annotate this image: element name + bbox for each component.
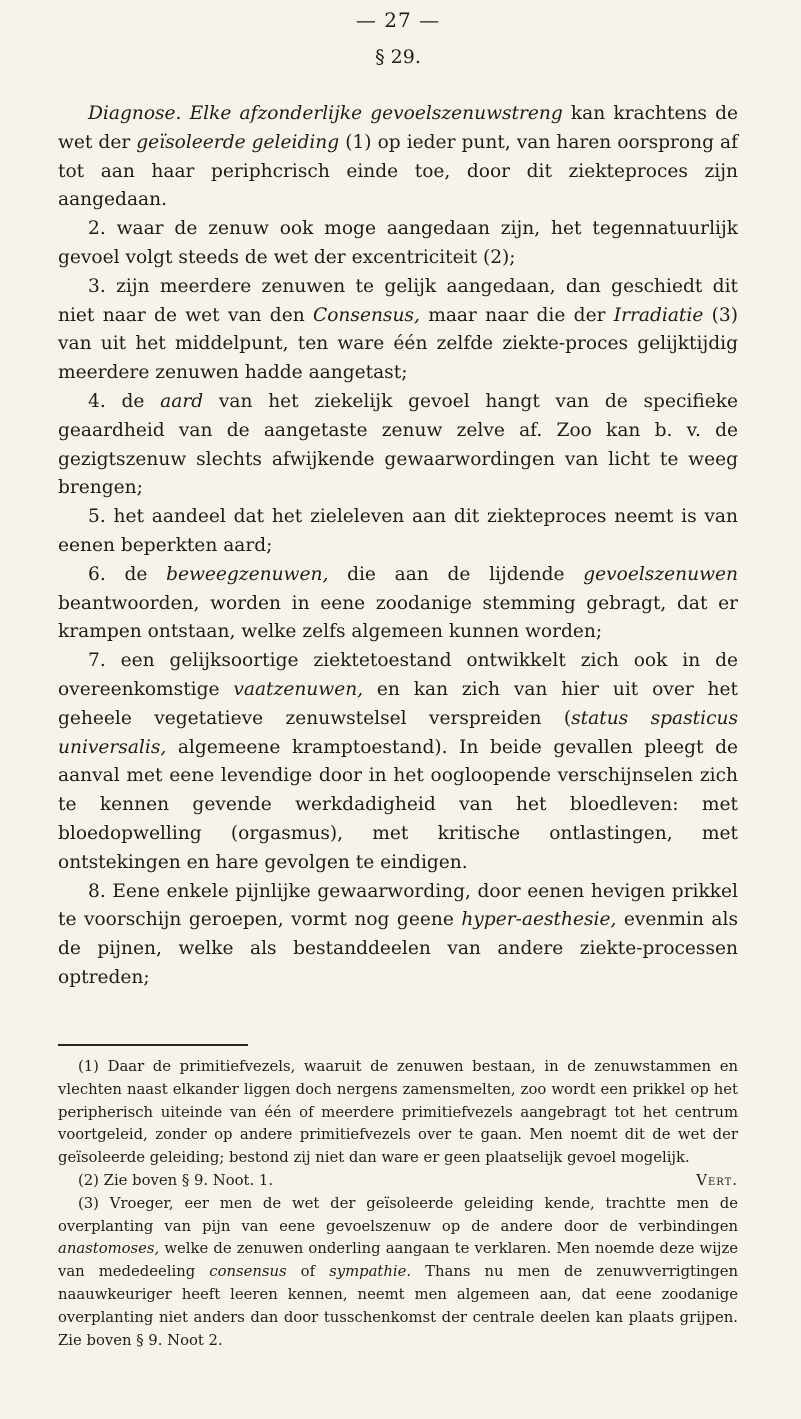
emphasis: Consensus, <box>313 304 420 326</box>
main-text <box>58 100 738 993</box>
section-heading: § 29. <box>375 46 421 68</box>
paragraph-4: 4. de aard van het ziekelijk gevoel hangt van de specifieke geaardheid van de aangetaste zenuw zelve af. Zoo kan b. v. de gezigtszenuw slechts afwijkende gewaarwordingen van licht te weeg brengen; <box>58 390 739 499</box>
emphasis: geïsoleerde geleiding <box>136 131 340 153</box>
paragraph-5: 5. het aandeel dat het zieleleven aan dit ziekteproces neemt is van eenen beperkten aard; <box>58 506 738 556</box>
footnote-2: (2) Zie boven § 9. Noot. 1. <box>78 1171 274 1189</box>
emphasis: sympathie. <box>329 1263 412 1281</box>
page-number: — 27 — <box>355 8 441 32</box>
lead-word: Diagnose. <box>88 103 182 124</box>
emphasis: status spasticus universalis, <box>58 707 738 758</box>
emphasis: gevoelszenuwen <box>583 563 738 585</box>
emphasis: hyper-aesthesie, <box>461 909 617 931</box>
emphasis: vaatzenuwen, <box>233 678 364 700</box>
emphasis: aard <box>160 390 204 412</box>
paragraph-7: 7. een gelijksoortige ziektetoestand ontwikkelt zich ook in de overeenkomstige vaatzenuwen, en kan zich van hier uit over het geheele vegetatieve zenuwstelsel verspreiden (status spasticus universalis, algemeene kramptoestand). In beide gevallen pleegt de aanval met eene levendige door in het oogloopende verschijnselen zich te kennen gevende werkdadigheid van het bloedleven: met bloedopwelling (orgasmus), met kritische ontlastingen, met ontstekingen en hare gevolgen te eindigen. <box>58 650 738 873</box>
paragraph-3: 3. zijn meerdere zenuwen te gelijk aangedaan, dan geschiedt dit niet naar de wet van den Consensus, maar naar die der Irradiatie (3) van uit het middelpunt, ten ware één zelfde ziekte-proces gelijktijdig meerdere zenuwen hadde aangetast; <box>58 275 738 384</box>
emphasis: beweegzenuwen, <box>166 563 329 585</box>
translator-signature: Vert. <box>696 1171 738 1189</box>
paragraph-8: 8. Eene enkele pijnlijke gewaarwording, door eenen hevigen prikkel te voorschijn geroepen, vormt nog geene hyper-aesthesie, evenmin als de pijnen, welke als bestanddeelen van andere ziekte-processen optreden; <box>58 880 738 988</box>
footnote-divider <box>58 1044 248 1046</box>
paragraph-6: 6. de beweegzenuwen, die aan de lijdende gevoelszenuwen beantwoorden, worden in eene zoodanige stemming gebragt, dat er krampen ontstaan, welke zelfs algemeen kunnen worden; <box>58 563 738 643</box>
paragraph-diagnose: Diagnose. Elke afzonderlijke gevoelszenuwstreng kan krachtens de wet der geïsoleerde geleiding (1) op ieder punt, van haren oorsprong af tot aan haar periphcrisch einde toe, door dit ziekteproces zijn aangedaan. <box>58 103 739 211</box>
emphasis: Elke afzonderlijke gevoelszenuwstreng <box>189 103 563 124</box>
paragraph-2: 2. waar de zenuw ook moge aangedaan zijn, het tegennatuurlijk gevoel volgt steeds de wet der excentriciteit (2); <box>58 218 738 268</box>
footnote-3: (3) Vroeger, eer men de wet der geïsoleerde geleiding kende, trachtte men de overplanting van pijn van eene gevoelszenuw op de andere door de verbindingen anastomoses, welke de zenuwen onderling aangaan te verklaren. Men noemde deze wijze van mededeeling consensus of sympathie. Thans nu men de zenuwverrigtingen naauwkeuriger heeft leeren kennen, neemt men algemeen aan, dat eene zoodanige overplanting niet anders dan door tusschenkomst der centrale deelen kan plaats grijpen. Zie boven § 9. Noot 2. <box>58 1194 739 1349</box>
emphasis: anastomoses, <box>58 1240 160 1258</box>
emphasis: consensus <box>209 1263 287 1281</box>
footnotes <box>58 1056 738 1352</box>
emphasis: Irradiatie <box>613 304 704 326</box>
footnote-1: (1) Daar de primitiefvezels, waaruit de zenuwen bestaan, in de zenuwstammen en vlechten naast elkander liggen doch nergens zamensmelten, zoo wordt een prikkel op het peripherisch uiteinde van één of meerdere primitiefvezels aangebragt tot het centrum voortgeleid, zonder op andere primitiefvezels over te gaan. Men noemt dit de wet der geïsoleerde geleiding; bestond zij niet dan ware er geen plaatselijk gevoel mogelijk. Vert. <box>58 1056 738 1170</box>
